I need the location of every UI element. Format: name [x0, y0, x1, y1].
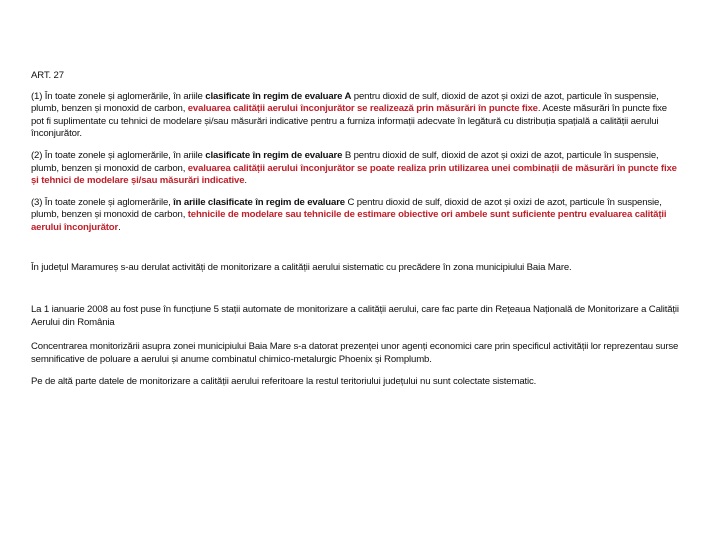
- document-body: [31, 70, 681, 388]
- paragraph-2: [31, 150, 681, 188]
- text-segment: .: [118, 221, 121, 233]
- article-title: ART. 27: [31, 70, 64, 81]
- bold-text: clasificate în regim de evaluare A: [205, 90, 352, 102]
- text-segment: . Aceste măsurări în puncte fixe pot fi suplimentate cu tehnici de modelare și/sau măsurări indicative pentru a furniza informații adecvate în legătură cu distribuția spațială a calității aerului înconjurător.: [31, 103, 667, 140]
- text-segment: pentru dioxid de sulf, dioxid de azot și oxizi de azot, particule în suspensie, plumb, benzen și monoxid de carbon,: [31, 90, 659, 115]
- highlighted-text: tehnicile de modelare sau tehnicile de estimare obiective ori ambele sunt suficiente pentru evaluarea calității aerului înconjurător: [31, 209, 667, 233]
- paragraph-1: [31, 91, 681, 141]
- bold-text: clasificate în regim de evaluare: [205, 149, 343, 161]
- text-segment: (3) În toate zonele și aglomerările,: [31, 196, 174, 208]
- paragraph-6: [31, 341, 681, 366]
- paragraph-7: [31, 376, 681, 389]
- text-segment: Concentrarea monitorizării asupra zonei municipiului Baia Mare s-a datorat prezenței unor agenți economici care prin specificul activității lor reprezentau surse semnificative de poluare a aerului și anume combinatul chimico-metalurgic Phoenix și Romplumb.: [31, 341, 679, 365]
- highlighted-text: evaluarea calității aerului înconjurător se poate realiza prin utilizarea unei combinații de măsurări în puncte fixe și tehnici de modelare și/sau măsurări indicative: [31, 162, 677, 187]
- text-segment: (2) În toate zonele și aglomerările, în ariile: [31, 149, 206, 161]
- bold-text: în ariile clasificate în regim de evaluare: [173, 196, 345, 208]
- text-segment: În județul Maramureș s-au derulat activități de monitorizare a calității aerului sistematic cu precădere în zona municipiului Baia Mare.: [31, 261, 572, 273]
- text-segment: C pentru dioxid de sulf, dioxid de azot și oxizi de azot, particule în suspensie, plumb, benzen și monoxid de carbon,: [31, 196, 662, 221]
- text-segment: La 1 ianuarie 2008 au fost puse în funcțiune 5 stații automate de monitorizare a calității aerului, care fac parte din Rețeaua Națională de Monitorizare a Calității Aerului din România: [31, 304, 679, 328]
- text-segment: (1) În toate zonele și aglomerările, în ariile: [31, 90, 206, 102]
- text-segment: .: [244, 175, 247, 187]
- text-segment: B pentru dioxid de sulf, dioxid de azot și oxizi de azot, particule în suspensie, plumb, benzen și monoxid de carbon,: [31, 149, 659, 174]
- highlighted-text: evaluarea calității aerului înconjurător se realizează prin măsurări în puncte fixe: [187, 103, 538, 115]
- text-segment: Pe de altă parte datele de monitorizare a calității aerului referitoare la restul teritoriului județului nu sunt colectate sistematic.: [31, 375, 537, 387]
- paragraph-5: [31, 304, 681, 329]
- paragraph-3: [31, 197, 681, 235]
- paragraph-4: [31, 262, 681, 275]
